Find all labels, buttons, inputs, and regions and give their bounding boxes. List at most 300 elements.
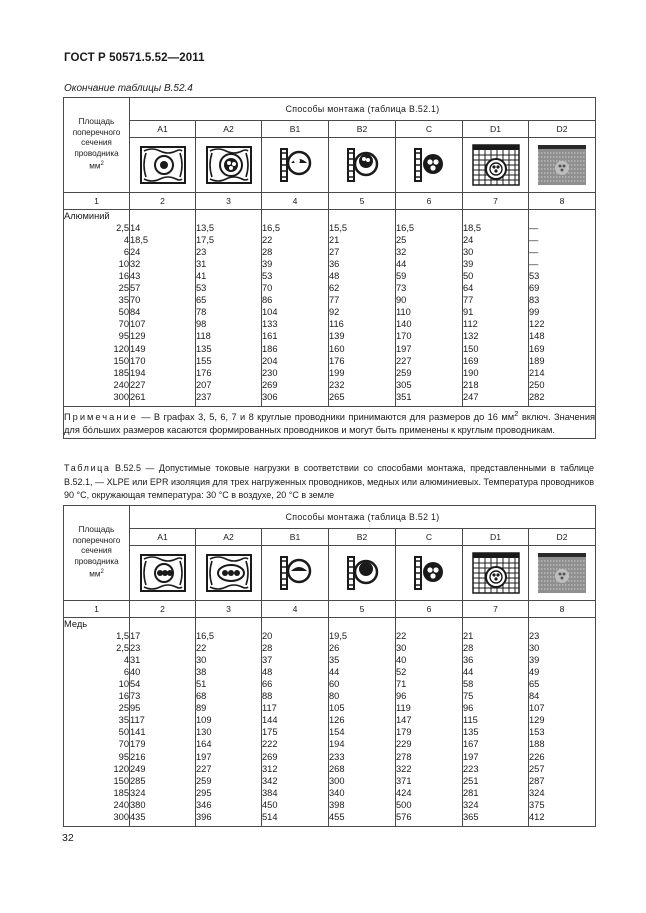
- cross-section-value: 4: [64, 234, 130, 246]
- ampacity-value: 16,5: [196, 630, 262, 642]
- cross-section-value: 35: [64, 294, 130, 306]
- wall-multicore-icon: [206, 145, 252, 185]
- ampacity-value: 49: [529, 666, 596, 678]
- ampacity-value: 36: [463, 654, 529, 666]
- ampacity-value: 129: [529, 714, 596, 726]
- page-number: 32: [62, 832, 74, 844]
- ampacity-value: 269: [262, 379, 329, 391]
- cross-section-value: 6: [64, 246, 130, 258]
- ampacity-value: 155: [196, 355, 262, 367]
- table-note: Примечание — В графах 3, 5, 6, 7 и 8 круглые проводники принимаются для размеров до 16 $мм^2$ включ. Значения для бóльших размеров касаются формированных проводников и могут быть применены к круглым проводникам.: [64, 406, 596, 438]
- ampacity-value: 227: [196, 763, 262, 775]
- ampacity-value: 230: [262, 367, 329, 379]
- ampacity-value: 251: [463, 775, 529, 787]
- ampacity-value: 312: [262, 763, 329, 775]
- cross-section-value: 120: [64, 763, 130, 775]
- ampacity-value: 69: [529, 282, 596, 294]
- ampacity-value: 179: [396, 726, 463, 738]
- ampacity-value: 227: [396, 355, 463, 367]
- ampacity-value: 26: [329, 642, 396, 654]
- ampacity-value: 351: [396, 391, 463, 403]
- ampacity-value: 324: [130, 787, 196, 799]
- ampacity-value: 194: [130, 367, 196, 379]
- table-row: [64, 690, 596, 702]
- cross-section-value: 1,5: [64, 630, 130, 642]
- ampacity-value: 214: [529, 367, 596, 379]
- installation-methods-header: Способы монтажа (таблица В.52 1): [130, 506, 596, 529]
- table-row: [64, 642, 596, 654]
- table-caption: Таблица В.52.5 — Допустимые токовые нагрузки в соответствии со способами монтажа, представленными в таблице В.52.1, — XLPE или EPR изоляция для трех нагруженных проводников, медных или алюминиевых. Температура проводников 90 °С, окружающая температура: 30 °С в воздухе, 20 °С в земле: [64, 463, 594, 500]
- ampacity-value: 148: [529, 330, 596, 342]
- ampacity-value: 40: [130, 666, 196, 678]
- ampacity-value: 247: [463, 391, 529, 403]
- cross-section-value: 25: [64, 282, 130, 294]
- method-code-d1: D1: [463, 529, 529, 546]
- cross-section-value: 120: [64, 343, 130, 355]
- wall-insulated-icon: [140, 145, 186, 185]
- ampacity-value: 342: [262, 775, 329, 787]
- col-number: 1: [64, 601, 130, 618]
- cross-section-value: 70: [64, 318, 130, 330]
- ampacity-value: 22: [396, 630, 463, 642]
- ampacity-value: —: [529, 234, 596, 246]
- ampacity-value: 41: [196, 270, 262, 282]
- ampacity-value: 150: [463, 343, 529, 355]
- ampacity-value: 51: [196, 678, 262, 690]
- table-row: [64, 258, 596, 270]
- ampacity-value: 116: [329, 318, 396, 330]
- ampacity-value: 78: [196, 306, 262, 318]
- ampacity-value: 50: [463, 270, 529, 282]
- ampacity-value: 84: [529, 690, 596, 702]
- table-row: [64, 714, 596, 726]
- ampacity-value: 32: [396, 246, 463, 258]
- ampacity-value: 169: [463, 355, 529, 367]
- ampacity-value: 141: [130, 726, 196, 738]
- ampacity-value: 14: [130, 222, 196, 234]
- ampacity-value: 31: [196, 258, 262, 270]
- ampacity-value: 15,5: [329, 222, 396, 234]
- ampacity-value: 176: [329, 355, 396, 367]
- col-number: 2: [130, 193, 196, 210]
- ampacity-value: 48: [329, 270, 396, 282]
- ampacity-value: 261: [130, 391, 196, 403]
- ampacity-value: 118: [196, 330, 262, 342]
- ampacity-value: 139: [329, 330, 396, 342]
- ampacity-value: 154: [329, 726, 396, 738]
- ampacity-value: 190: [463, 367, 529, 379]
- ampacity-value: 30: [529, 642, 596, 654]
- ampacity-value: 28: [463, 642, 529, 654]
- method-code-a1: A1: [130, 121, 196, 138]
- ampacity-value: 132: [463, 330, 529, 342]
- ampacity-value: 229: [396, 738, 463, 750]
- ampacity-value: 73: [130, 690, 196, 702]
- ampacity-value: 179: [130, 738, 196, 750]
- ampacity-value: 84: [130, 306, 196, 318]
- ampacity-value: 207: [196, 379, 262, 391]
- method-code-a2: A2: [196, 529, 262, 546]
- direct-buried-icon: [536, 143, 588, 187]
- ampacity-value: 259: [396, 367, 463, 379]
- ampacity-value: 324: [529, 787, 596, 799]
- ampacity-value: 22: [196, 642, 262, 654]
- ampacity-value: 96: [463, 702, 529, 714]
- table-row: [64, 787, 596, 799]
- ampacity-value: 287: [529, 775, 596, 787]
- ampacity-value: 19,5: [329, 630, 396, 642]
- ampacity-value: 197: [463, 751, 529, 763]
- document-standard-header: ГОСТ Р 50571.5.52—2011: [64, 52, 205, 64]
- method-code-d1: D1: [463, 121, 529, 138]
- ampacity-table-copper: [63, 505, 596, 827]
- ampacity-value: 117: [130, 714, 196, 726]
- ampacity-value: 32: [130, 258, 196, 270]
- ampacity-value: 500: [396, 799, 463, 811]
- cross-section-value: 35: [64, 714, 130, 726]
- ampacity-value: 232: [329, 379, 396, 391]
- ampacity-value: 21: [329, 234, 396, 246]
- ampacity-value: 98: [196, 318, 262, 330]
- cross-section-value: 150: [64, 355, 130, 367]
- col-number: 1: [64, 193, 130, 210]
- ampacity-value: 28: [262, 246, 329, 258]
- ampacity-value: 112: [463, 318, 529, 330]
- ampacity-value: —: [529, 246, 596, 258]
- ampacity-value: 380: [130, 799, 196, 811]
- ampacity-value: 86: [262, 294, 329, 306]
- table-row: [64, 630, 596, 642]
- ampacity-value: 44: [463, 666, 529, 678]
- ampacity-value: 450: [262, 799, 329, 811]
- ampacity-value: 167: [463, 738, 529, 750]
- ampacity-value: 21: [463, 630, 529, 642]
- conduit-wall-icon: [275, 145, 315, 185]
- ampacity-value: 133: [262, 318, 329, 330]
- ampacity-value: 514: [262, 811, 329, 823]
- cross-section-value: 300: [64, 811, 130, 823]
- ampacity-value: 66: [262, 678, 329, 690]
- ampacity-value: 149: [130, 343, 196, 355]
- ampacity-value: 300: [329, 775, 396, 787]
- cross-section-value: 10: [64, 678, 130, 690]
- table-row: [64, 234, 596, 246]
- wall-multicore-icon: [206, 553, 252, 593]
- ampacity-value: 13,5: [196, 222, 262, 234]
- ampacity-value: 115: [463, 714, 529, 726]
- method-code-d2: D2: [529, 121, 596, 138]
- ampacity-value: 398: [329, 799, 396, 811]
- area-column-header: Площадь поперечного сечения проводника $мм^2$: [64, 506, 130, 601]
- col-number: 6: [396, 193, 463, 210]
- ampacity-value: 105: [329, 702, 396, 714]
- ampacity-value: 43: [130, 270, 196, 282]
- cross-section-value: 10: [64, 258, 130, 270]
- ampacity-value: 160: [329, 343, 396, 355]
- ampacity-value: 17,5: [196, 234, 262, 246]
- ampacity-value: 226: [529, 751, 596, 763]
- ampacity-value: 153: [529, 726, 596, 738]
- conductor-material-label: Алюминий: [64, 210, 130, 223]
- ampacity-value: 227: [130, 379, 196, 391]
- cross-section-value: 70: [64, 738, 130, 750]
- clipped-wall-icon: [409, 553, 449, 593]
- cross-section-value: 4: [64, 654, 130, 666]
- ampacity-value: 265: [329, 391, 396, 403]
- ampacity-value: 222: [262, 738, 329, 750]
- ampacity-value: 107: [529, 702, 596, 714]
- table-row: [64, 270, 596, 282]
- cross-section-value: 2,5: [64, 222, 130, 234]
- ampacity-value: 285: [130, 775, 196, 787]
- ampacity-value: 194: [329, 738, 396, 750]
- ampacity-value: 38: [196, 666, 262, 678]
- ampacity-value: 117: [262, 702, 329, 714]
- ampacity-value: 54: [130, 678, 196, 690]
- cross-section-value: 300: [64, 391, 130, 403]
- ampacity-value: 23: [130, 642, 196, 654]
- ampacity-value: 129: [130, 330, 196, 342]
- method-code-b2: B2: [329, 121, 396, 138]
- ampacity-value: 176: [196, 367, 262, 379]
- ampacity-value: 20: [262, 630, 329, 642]
- ampacity-value: 340: [329, 787, 396, 799]
- ampacity-value: 39: [463, 258, 529, 270]
- ampacity-value: 130: [196, 726, 262, 738]
- ampacity-value: 77: [463, 294, 529, 306]
- table-continuation-caption: Окончание таблицы В.52.4: [64, 83, 193, 94]
- table-row: [64, 738, 596, 750]
- ampacity-value: 39: [529, 654, 596, 666]
- ampacity-value: 90: [396, 294, 463, 306]
- ampacity-value: 122: [529, 318, 596, 330]
- ampacity-value: 44: [396, 258, 463, 270]
- table-row: [64, 330, 596, 342]
- ampacity-value: 161: [262, 330, 329, 342]
- col-number: 8: [529, 193, 596, 210]
- cross-section-value: 95: [64, 751, 130, 763]
- ampacity-value: 268: [329, 763, 396, 775]
- col-number: 3: [196, 601, 262, 618]
- ampacity-value: 70: [130, 294, 196, 306]
- ampacity-value: 278: [396, 751, 463, 763]
- ampacity-value: 306: [262, 391, 329, 403]
- ampacity-value: 250: [529, 379, 596, 391]
- conduit-multicore-icon: [342, 145, 382, 185]
- ampacity-value: 48: [262, 666, 329, 678]
- ampacity-value: 18,5: [463, 222, 529, 234]
- ampacity-value: 95: [130, 702, 196, 714]
- ampacity-value: 189: [529, 355, 596, 367]
- col-number: 5: [329, 601, 396, 618]
- ampacity-value: 30: [196, 654, 262, 666]
- ampacity-table-aluminium: [63, 97, 596, 439]
- ampacity-value: 110: [396, 306, 463, 318]
- table-row: [64, 678, 596, 690]
- table-row: [64, 294, 596, 306]
- method-code-d2: D2: [529, 529, 596, 546]
- ampacity-value: 135: [196, 343, 262, 355]
- table-row: [64, 775, 596, 787]
- cross-section-value: 16: [64, 270, 130, 282]
- ampacity-value: 104: [262, 306, 329, 318]
- table-row: [64, 726, 596, 738]
- ampacity-value: 170: [130, 355, 196, 367]
- ampacity-value: 28: [262, 642, 329, 654]
- ampacity-value: 40: [396, 654, 463, 666]
- ampacity-value: 375: [529, 799, 596, 811]
- ampacity-value: 35: [329, 654, 396, 666]
- table-row: [64, 654, 596, 666]
- ampacity-value: 249: [130, 763, 196, 775]
- table-row: [64, 318, 596, 330]
- cross-section-value: 95: [64, 330, 130, 342]
- ampacity-value: 282: [529, 391, 596, 403]
- method-code-b1: B1: [262, 529, 329, 546]
- ampacity-value: 31: [130, 654, 196, 666]
- table-row: [64, 799, 596, 811]
- cross-section-value: 50: [64, 306, 130, 318]
- ampacity-value: 119: [396, 702, 463, 714]
- ampacity-value: 96: [396, 690, 463, 702]
- ampacity-value: 346: [196, 799, 262, 811]
- col-number: 7: [463, 601, 529, 618]
- table-row: [64, 666, 596, 678]
- ampacity-value: 281: [463, 787, 529, 799]
- ampacity-value: 322: [396, 763, 463, 775]
- table-row: [64, 367, 596, 379]
- ampacity-value: 30: [463, 246, 529, 258]
- ampacity-value: 60: [329, 678, 396, 690]
- ampacity-value: —: [529, 222, 596, 234]
- ampacity-value: 424: [396, 787, 463, 799]
- ampacity-value: 16,5: [262, 222, 329, 234]
- ampacity-value: 169: [529, 343, 596, 355]
- ampacity-value: 135: [463, 726, 529, 738]
- cross-section-value: 185: [64, 787, 130, 799]
- ampacity-value: 305: [396, 379, 463, 391]
- ampacity-value: 65: [529, 678, 596, 690]
- ampacity-value: 371: [396, 775, 463, 787]
- ampacity-value: 199: [329, 367, 396, 379]
- ampacity-value: 83: [529, 294, 596, 306]
- ampacity-value: 18,5: [130, 234, 196, 246]
- ampacity-value: 170: [396, 330, 463, 342]
- cross-section-value: 6: [64, 666, 130, 678]
- ampacity-value: 140: [396, 318, 463, 330]
- table-row: [64, 763, 596, 775]
- ampacity-value: 22: [262, 234, 329, 246]
- table-row: [64, 811, 596, 823]
- ampacity-value: 58: [463, 678, 529, 690]
- ampacity-value: 64: [463, 282, 529, 294]
- ampacity-value: 99: [529, 306, 596, 318]
- ampacity-value: 223: [463, 763, 529, 775]
- ampacity-value: 576: [396, 811, 463, 823]
- ampacity-value: 396: [196, 811, 262, 823]
- ampacity-value: 52: [396, 666, 463, 678]
- clipped-wall-icon: [409, 145, 449, 185]
- ampacity-value: 188: [529, 738, 596, 750]
- cross-section-value: 2,5: [64, 642, 130, 654]
- ampacity-value: 216: [130, 751, 196, 763]
- ampacity-value: 455: [329, 811, 396, 823]
- ampacity-value: 144: [262, 714, 329, 726]
- ampacity-value: 75: [463, 690, 529, 702]
- ampacity-value: 107: [130, 318, 196, 330]
- col-number: 6: [396, 601, 463, 618]
- ampacity-value: 53: [262, 270, 329, 282]
- ampacity-value: 204: [262, 355, 329, 367]
- conduit-multicore-icon: [342, 553, 382, 593]
- ampacity-value: 92: [329, 306, 396, 318]
- ampacity-value: 62: [329, 282, 396, 294]
- cross-section-value: 240: [64, 799, 130, 811]
- ampacity-value: 269: [262, 751, 329, 763]
- col-number: 8: [529, 601, 596, 618]
- ampacity-value: 73: [396, 282, 463, 294]
- table-row: [64, 379, 596, 391]
- ampacity-value: 23: [529, 630, 596, 642]
- area-column-header: Площадь поперечного сечения проводника $мм^2$: [64, 98, 130, 193]
- col-number: 4: [262, 193, 329, 210]
- ampacity-value: 24: [130, 246, 196, 258]
- table-row: [64, 343, 596, 355]
- ampacity-value: 53: [196, 282, 262, 294]
- cross-section-value: 16: [64, 690, 130, 702]
- ampacity-value: 77: [329, 294, 396, 306]
- table-row: [64, 306, 596, 318]
- ampacity-value: 27: [329, 246, 396, 258]
- col-number: 7: [463, 193, 529, 210]
- ampacity-value: 91: [463, 306, 529, 318]
- ampacity-value: 53: [529, 270, 596, 282]
- duct-ground-icon: [471, 551, 521, 595]
- method-code-b2: B2: [329, 529, 396, 546]
- ampacity-value: 175: [262, 726, 329, 738]
- ampacity-value: 365: [463, 811, 529, 823]
- ampacity-value: 23: [196, 246, 262, 258]
- ampacity-value: 218: [463, 379, 529, 391]
- direct-buried-icon: [536, 551, 588, 595]
- installation-methods-header: Способы монтажа (таблица В.52.1): [130, 98, 596, 121]
- table-row: [64, 702, 596, 714]
- col-number: 4: [262, 601, 329, 618]
- duct-ground-icon: [471, 143, 521, 187]
- ampacity-value: 30: [396, 642, 463, 654]
- ampacity-value: 65: [196, 294, 262, 306]
- ampacity-value: 237: [196, 391, 262, 403]
- conduit-wall-icon: [275, 553, 315, 593]
- ampacity-value: —: [529, 258, 596, 270]
- table-row: [64, 391, 596, 403]
- table-row: [64, 355, 596, 367]
- cross-section-value: 25: [64, 702, 130, 714]
- ampacity-value: 88: [262, 690, 329, 702]
- ampacity-value: 71: [396, 678, 463, 690]
- ampacity-value: 197: [396, 343, 463, 355]
- ampacity-value: 25: [396, 234, 463, 246]
- col-number: 3: [196, 193, 262, 210]
- ampacity-value: 57: [130, 282, 196, 294]
- ampacity-value: 126: [329, 714, 396, 726]
- wall-insulated-icon: [140, 553, 186, 593]
- ampacity-value: 257: [529, 763, 596, 775]
- ampacity-value: 384: [262, 787, 329, 799]
- ampacity-value: 435: [130, 811, 196, 823]
- col-number: 2: [130, 601, 196, 618]
- table-row: [64, 246, 596, 258]
